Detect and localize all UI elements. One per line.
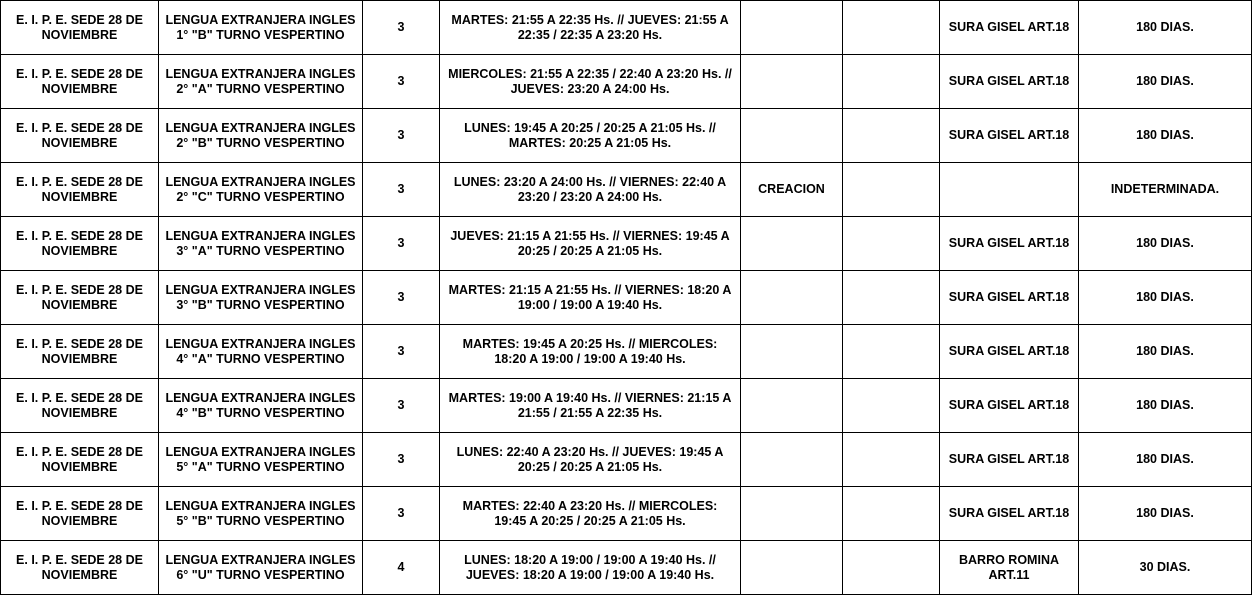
substitute-cell: SURA GISEL ART.18 [940,487,1079,541]
schedule-cell: LUNES: 22:40 A 23:20 Hs. // JUEVES: 19:45 A 20:25 / 20:25 A 21:05 Hs. [440,433,741,487]
subject-cell: LENGUA EXTRANJERA INGLES 1° "B" TURNO VESPERTINO [159,1,363,55]
empty-cell [843,1,940,55]
type-cell [741,325,843,379]
subject-cell: LENGUA EXTRANJERA INGLES 4° "A" TURNO VESPERTINO [159,325,363,379]
empty-cell [843,217,940,271]
duration-cell: 180 DIAS. [1079,379,1252,433]
type-cell [741,217,843,271]
empty-cell [843,163,940,217]
duration-cell: 30 DIAS. [1079,541,1252,595]
duration-cell: 180 DIAS. [1079,109,1252,163]
hours-cell: 3 [363,271,440,325]
type-cell [741,271,843,325]
substitute-cell: SURA GISEL ART.18 [940,109,1079,163]
duration-cell: 180 DIAS. [1079,217,1252,271]
hours-cell: 3 [363,109,440,163]
empty-cell [843,109,940,163]
duration-cell: INDETERMINADA. [1079,163,1252,217]
schedule-cell: LUNES: 18:20 A 19:00 / 19:00 A 19:40 Hs. // JUEVES: 18:20 A 19:00 / 19:00 A 19:40 Hs. [440,541,741,595]
table-row [1,325,1252,379]
hours-cell: 3 [363,1,440,55]
subject-cell: LENGUA EXTRANJERA INGLES 4° "B" TURNO VESPERTINO [159,379,363,433]
type-cell [741,433,843,487]
table-row [1,487,1252,541]
substitute-cell: SURA GISEL ART.18 [940,379,1079,433]
school-cell: E. I. P. E. SEDE 28 DE NOVIEMBRE [1,325,159,379]
hours-cell: 3 [363,325,440,379]
type-cell [741,379,843,433]
empty-cell [843,487,940,541]
school-cell: E. I. P. E. SEDE 28 DE NOVIEMBRE [1,433,159,487]
type-cell [741,55,843,109]
school-cell: E. I. P. E. SEDE 28 DE NOVIEMBRE [1,1,159,55]
type-cell [741,487,843,541]
duration-cell: 180 DIAS. [1079,271,1252,325]
substitute-cell: SURA GISEL ART.18 [940,55,1079,109]
schedule-cell: LUNES: 19:45 A 20:25 / 20:25 A 21:05 Hs. // MARTES: 20:25 A 21:05 Hs. [440,109,741,163]
duration-cell: 180 DIAS. [1079,487,1252,541]
school-cell: E. I. P. E. SEDE 28 DE NOVIEMBRE [1,541,159,595]
hours-cell: 3 [363,433,440,487]
table-row [1,379,1252,433]
hours-cell: 3 [363,487,440,541]
subject-cell: LENGUA EXTRANJERA INGLES 2° "B" TURNO VESPERTINO [159,109,363,163]
table-row [1,271,1252,325]
duration-cell: 180 DIAS. [1079,1,1252,55]
school-cell: E. I. P. E. SEDE 28 DE NOVIEMBRE [1,379,159,433]
subject-cell: LENGUA EXTRANJERA INGLES 2° "C" TURNO VESPERTINO [159,163,363,217]
duration-cell: 180 DIAS. [1079,433,1252,487]
schedule-cell: LUNES: 23:20 A 24:00 Hs. // VIERNES: 22:40 A 23:20 / 23:20 A 24:00 Hs. [440,163,741,217]
school-cell: E. I. P. E. SEDE 28 DE NOVIEMBRE [1,487,159,541]
schedule-cell: MARTES: 19:45 A 20:25 Hs. // MIERCOLES: 18:20 A 19:00 / 19:00 A 19:40 Hs. [440,325,741,379]
schedule-cell: JUEVES: 21:15 A 21:55 Hs. // VIERNES: 19:45 A 20:25 / 20:25 A 21:05 Hs. [440,217,741,271]
type-cell [741,541,843,595]
table-row [1,1,1252,55]
empty-cell [843,55,940,109]
subject-cell: LENGUA EXTRANJERA INGLES 5° "B" TURNO VESPERTINO [159,487,363,541]
subject-cell: LENGUA EXTRANJERA INGLES 2° "A" TURNO VESPERTINO [159,55,363,109]
hours-cell: 3 [363,379,440,433]
schedule-cell: MIERCOLES: 21:55 A 22:35 / 22:40 A 23:20 Hs. // JUEVES: 23:20 A 24:00 Hs. [440,55,741,109]
schedule-cell: MARTES: 21:55 A 22:35 Hs. // JUEVES: 21:55 A 22:35 / 22:35 A 23:20 Hs. [440,1,741,55]
hours-cell: 3 [363,55,440,109]
hours-cell: 3 [363,217,440,271]
school-cell: E. I. P. E. SEDE 28 DE NOVIEMBRE [1,163,159,217]
hours-cell: 3 [363,163,440,217]
subject-cell: LENGUA EXTRANJERA INGLES 3° "A" TURNO VESPERTINO [159,217,363,271]
duration-cell: 180 DIAS. [1079,55,1252,109]
empty-cell [843,379,940,433]
substitute-cell: SURA GISEL ART.18 [940,1,1079,55]
school-cell: E. I. P. E. SEDE 28 DE NOVIEMBRE [1,217,159,271]
empty-cell [843,433,940,487]
table-row [1,217,1252,271]
empty-cell [843,271,940,325]
substitute-cell [940,163,1079,217]
schedule-cell: MARTES: 21:15 A 21:55 Hs. // VIERNES: 18:20 A 19:00 / 19:00 A 19:40 Hs. [440,271,741,325]
substitute-cell: BARRO ROMINA ART.11 [940,541,1079,595]
type-cell [741,1,843,55]
table-row [1,541,1252,595]
subject-cell: LENGUA EXTRANJERA INGLES 3° "B" TURNO VESPERTINO [159,271,363,325]
school-cell: E. I. P. E. SEDE 28 DE NOVIEMBRE [1,109,159,163]
substitute-cell: SURA GISEL ART.18 [940,271,1079,325]
substitute-cell: SURA GISEL ART.18 [940,217,1079,271]
table-body [1,1,1252,595]
type-cell [741,109,843,163]
table-row [1,109,1252,163]
hours-cell: 4 [363,541,440,595]
table-row [1,163,1252,217]
subject-cell: LENGUA EXTRANJERA INGLES 5° "A" TURNO VESPERTINO [159,433,363,487]
schedule-cell: MARTES: 22:40 A 23:20 Hs. // MIERCOLES: 19:45 A 20:25 / 20:25 A 21:05 Hs. [440,487,741,541]
subject-cell: LENGUA EXTRANJERA INGLES 6° "U" TURNO VESPERTINO [159,541,363,595]
table-row [1,55,1252,109]
substitute-cell: SURA GISEL ART.18 [940,433,1079,487]
school-cell: E. I. P. E. SEDE 28 DE NOVIEMBRE [1,271,159,325]
substitute-cell: SURA GISEL ART.18 [940,325,1079,379]
empty-cell [843,325,940,379]
table-row [1,433,1252,487]
type-cell: CREACION [741,163,843,217]
schedule-cell: MARTES: 19:00 A 19:40 Hs. // VIERNES: 21:15 A 21:55 / 21:55 A 22:35 Hs. [440,379,741,433]
school-cell: E. I. P. E. SEDE 28 DE NOVIEMBRE [1,55,159,109]
duration-cell: 180 DIAS. [1079,325,1252,379]
empty-cell [843,541,940,595]
